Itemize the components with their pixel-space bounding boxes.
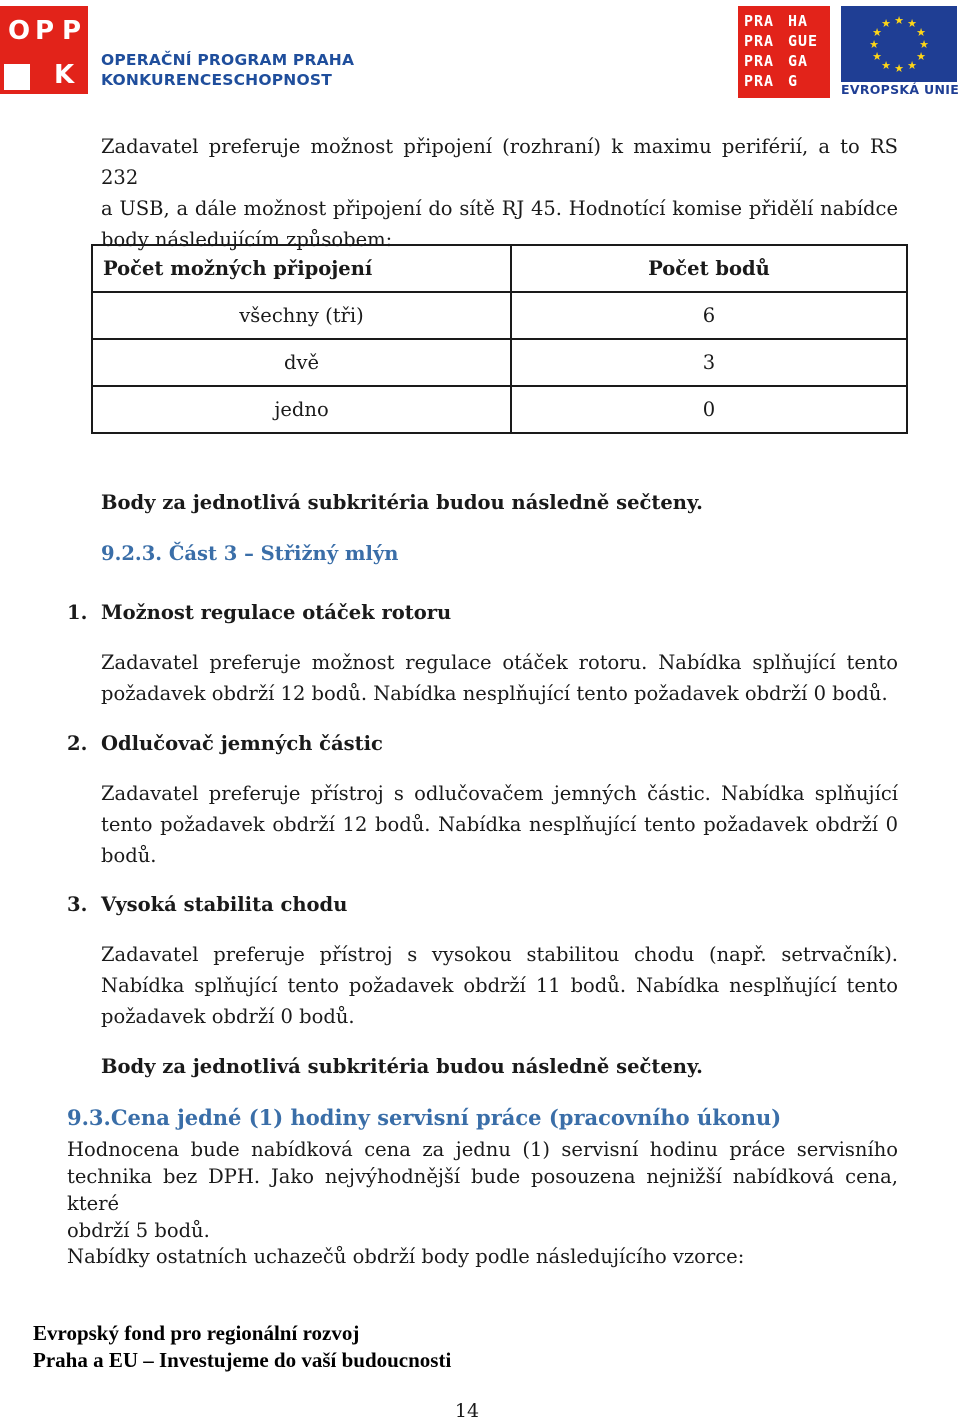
criterion-line: tento požadavek obdrží 12 bodů. Nabídka nesplňující tento požadavek obdrží 0: [101, 813, 898, 836]
svg-text:★: ★: [881, 17, 891, 30]
section-heading: 9.2.3. Část 3 – Střižný mlýn: [101, 542, 399, 565]
table-row: [92, 339, 907, 386]
section-paragraph: [67, 1136, 898, 1244]
table-cell: 6: [511, 292, 907, 339]
praha-logo-text: PRA: [744, 52, 775, 70]
table-cell: jedno: [92, 386, 511, 433]
opp-letter: P: [62, 16, 82, 46]
svg-text:★: ★: [907, 59, 917, 72]
criterion-title: Možnost regulace otáček rotoru: [101, 601, 452, 624]
footer-line: Praha a EU – Investujeme do vaší budoucnosti: [33, 1348, 452, 1372]
eu-stars-icon: [841, 6, 957, 82]
eu-flag: [841, 6, 957, 82]
svg-text:★: ★: [919, 38, 929, 51]
criterion-number: 2.: [67, 732, 88, 755]
eu-label: EVROPSKÁ UNIE: [841, 82, 960, 97]
criterion-number: 1.: [67, 601, 88, 624]
svg-text:★: ★: [872, 26, 882, 39]
svg-text:★: ★: [894, 62, 904, 75]
opp-letter: O: [8, 16, 31, 46]
opp-title-line: KONKURENCESCHOPNOST: [101, 71, 332, 89]
section-heading: 9.3.Cena jedné (1) hodiny servisní práce (pracovního úkonu): [67, 1105, 782, 1130]
paragraph-line: technika bez DPH. Jako nejvýhodnější bude posouzena nejnižší nabídková cena, které: [67, 1165, 898, 1215]
page-footer: [33, 1320, 451, 1374]
footer-line: Evropský fond pro regionální rozvoj: [33, 1321, 360, 1345]
svg-text:★: ★: [894, 14, 904, 27]
svg-text:★: ★: [869, 38, 879, 51]
praha-logo-text: PRA: [744, 72, 775, 90]
opp-program-title: [101, 50, 354, 90]
table-cell: všechny (tři): [92, 292, 511, 339]
praha-logo: [738, 6, 830, 98]
opp-title-line: OPERAČNÍ PROGRAM PRAHA: [101, 51, 355, 69]
criterion-line: Zadavatel preferuje možnost regulace otáček rotoru. Nabídka splňující tento: [101, 651, 898, 674]
table-cell: dvě: [92, 339, 511, 386]
page-number: 14: [454, 1400, 480, 1422]
opp-logo: [0, 6, 88, 94]
table-cell: 3: [511, 339, 907, 386]
table-header-row: [92, 245, 907, 292]
criterion-title: Odlučovač jemných částic: [101, 732, 383, 755]
criterion-number: 3.: [67, 893, 88, 916]
intro-line: body následujícím způsobem:: [101, 228, 393, 251]
praha-logo-text: GA: [788, 52, 809, 70]
sum-note: Body za jednotlivá subkritéria budou následně sečteny.: [101, 1055, 703, 1078]
svg-text:★: ★: [916, 50, 926, 63]
svg-text:★: ★: [907, 17, 917, 30]
opp-letter: K: [54, 60, 75, 90]
paragraph-line: Hodnocena bude nabídková cena za jednu (1) servisní hodinu práce servisního: [67, 1138, 898, 1161]
svg-text:★: ★: [881, 59, 891, 72]
intro-line: a USB, a dále možnost připojení do sítě RJ 45. Hodnotící komise přidělí nabídce: [101, 197, 898, 220]
praha-logo-text: PRA: [744, 12, 775, 30]
table-header-cell: Počet bodů: [511, 245, 907, 292]
svg-text:★: ★: [872, 50, 882, 63]
opp-letter: P: [35, 16, 55, 46]
criterion-text: [101, 647, 898, 709]
criterion-text: [101, 939, 898, 1032]
criterion-text: [101, 778, 898, 871]
formula-intro: Nabídky ostatních uchazečů obdrží body podle následujícího vzorce:: [67, 1245, 745, 1268]
criterion-line: Nabídka splňující tento požadavek obdrží 11 bodů. Nabídka nesplňující tento: [101, 974, 898, 997]
table-cell: 0: [511, 386, 907, 433]
table-header-cell: Počet možných připojení: [92, 245, 511, 292]
criterion-title: Vysoká stabilita chodu: [101, 893, 348, 916]
sum-note: Body za jednotlivá subkritéria budou následně sečteny.: [101, 491, 703, 514]
praha-logo-text: G: [788, 72, 799, 90]
intro-line: Zadavatel preferuje možnost připojení (rozhraní) k maximu periférií, a to RS 232: [101, 135, 898, 189]
svg-text:★: ★: [916, 26, 926, 39]
praha-logo-text: PRA: [744, 32, 775, 50]
criterion-line: požadavek obdrží 12 bodů. Nabídka nesplňující tento požadavek obdrží 0 bodů.: [101, 682, 888, 705]
criterion-line: Zadavatel preferuje přístroj s odlučovačem jemných částic. Nabídka splňující: [101, 782, 898, 805]
criterion-line: požadavek obdrží 0 bodů.: [101, 1005, 355, 1028]
criterion-line: Zadavatel preferuje přístroj s vysokou stabilitou chodu (např. setrvačník).: [101, 943, 898, 966]
praha-logo-text: GUE: [788, 32, 819, 50]
points-table: [91, 244, 908, 434]
opp-logo-square: [4, 64, 30, 90]
criterion-line: bodů.: [101, 844, 157, 867]
intro-paragraph: [101, 131, 898, 255]
table-row: [92, 386, 907, 433]
paragraph-line: obdrží 5 bodů.: [67, 1219, 210, 1242]
praha-logo-text: HA: [788, 12, 809, 30]
table-row: [92, 292, 907, 339]
